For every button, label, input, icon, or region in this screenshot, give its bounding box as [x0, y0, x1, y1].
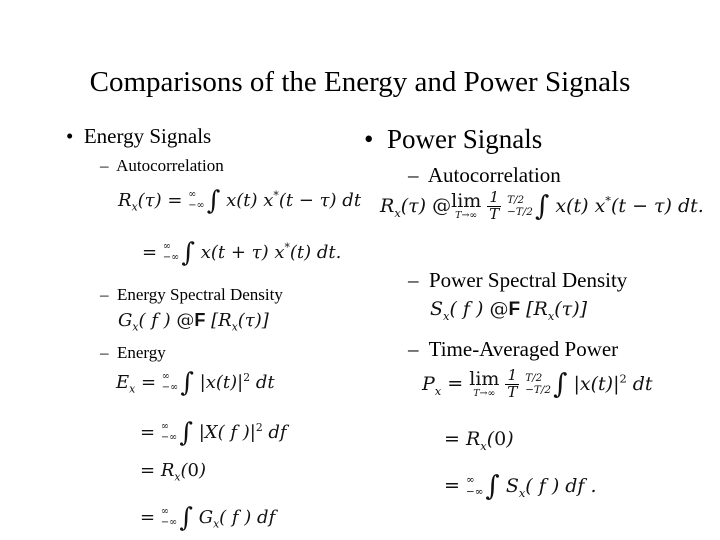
integral-sign: ∫	[179, 418, 193, 448]
defined-as-symbol: @	[432, 194, 452, 217]
energy-signals-bullet	[66, 124, 211, 149]
bullet-marker: •	[66, 124, 74, 148]
upper-limit: ∞	[188, 188, 197, 200]
integral-sign: ∫	[206, 186, 221, 216]
power-spectral-density-subitem	[408, 268, 627, 293]
integral-limits	[466, 475, 483, 498]
equals-sign: =	[444, 428, 460, 450]
energy-spectral-density-equation: $G_x$( f ) @F $[R_x(\tau)]$	[118, 310, 269, 334]
equals-sign: =	[444, 474, 460, 497]
dash-marker: –	[408, 163, 419, 187]
integral-sign: ∫	[485, 470, 500, 502]
numerator: 1	[507, 366, 518, 385]
energy-spectral-density-subitem	[100, 285, 283, 305]
dash-marker: –	[100, 156, 109, 175]
upper-limit: ∞	[160, 505, 170, 517]
integral-limits	[162, 372, 179, 394]
limit-operator	[469, 370, 499, 399]
denominator: T	[489, 205, 500, 224]
integral-limits	[188, 190, 205, 212]
integral-limits	[163, 242, 180, 264]
slide-title: Comparisons of the Energy and Power Signals	[89, 66, 631, 98]
lower-limit: −∞	[160, 431, 178, 443]
integral-limits	[161, 507, 178, 529]
energy-equation-1: $E_x$ = ∞ −∞∫ $|x(t)|^2$ dt	[116, 368, 275, 398]
energy-equation-2: = ∞ −∞∫ |X( f )$|^2$ df	[140, 418, 287, 448]
one-over-T	[505, 368, 519, 401]
power-equation-2: = $R_x(0)$	[444, 428, 514, 453]
fourier-operator: F	[508, 299, 521, 320]
power-spectral-density-equation: $S_x$( f ) @F $[R_x(\tau)]$	[430, 298, 588, 323]
integral-sign: ∫	[180, 368, 194, 398]
limit-subscript: T→∞	[455, 210, 478, 222]
equals-sign: =	[447, 372, 464, 395]
time-averaged-power-label: Time-Averaged Power	[428, 337, 619, 361]
defined-as-symbol: @	[489, 298, 509, 320]
lower-limit: −∞	[160, 516, 178, 528]
upper-limit: ∞	[162, 240, 172, 252]
energy-equation-3: = $R_x(0)$	[140, 460, 206, 484]
equals-sign: =	[140, 460, 156, 481]
dash-marker: –	[100, 285, 109, 304]
equals-sign: =	[167, 189, 183, 211]
energy-equation-4: = ∞ −∞∫ $G_x$( f ) df	[140, 503, 276, 533]
upper-limit: ∞	[465, 474, 475, 487]
energy-subitem	[100, 343, 166, 363]
power-signals-bullet	[364, 124, 542, 155]
power-autocorrelation-label: Autocorrelation	[427, 163, 561, 187]
dash-marker: –	[408, 337, 419, 361]
integral-sign: ∫	[181, 238, 195, 268]
power-autocorrelation-equation: $R_x(\tau)$ @lim T→∞ $\frac{1}{T}$ T/2 −T/2∫ x(t) x*(t − τ) dt.	[380, 188, 704, 224]
lower-limit: −∞	[188, 199, 205, 211]
integral-sign: ∫	[534, 190, 550, 222]
zero-value: 0	[494, 428, 507, 450]
integral-limits: T/2 −T/2	[507, 194, 533, 218]
power-equation-1: $P_x = \lim$ T→∞ $\frac{1}{T}$ T/2 −T/2∫ $|x(t)|^2$ dt	[422, 366, 653, 402]
limit-subscript: T→∞	[473, 388, 496, 400]
integral-limits: T/2 −T/2	[525, 372, 552, 396]
numerator: 1	[489, 188, 500, 207]
equals-sign: =	[142, 241, 158, 263]
limit-operator	[451, 192, 481, 221]
lim-text: lim	[451, 190, 482, 213]
equals-sign: =	[140, 371, 157, 393]
equals-sign: =	[140, 421, 156, 443]
dash-marker: –	[100, 343, 109, 362]
denominator: T	[507, 383, 518, 402]
integral-sign: ∫	[179, 503, 193, 533]
energy-autocorrelation-equation-1: $R_x(\tau)$ = ∞ −∞∫ x(t) x*(t − τ) dt	[118, 186, 362, 216]
upper-limit: ∞	[160, 420, 170, 432]
time-averaged-power-subitem	[408, 337, 618, 362]
power-autocorrelation-subitem	[408, 163, 561, 188]
defined-as-symbol: @	[176, 310, 195, 331]
one-over-T	[487, 190, 501, 223]
energy-label: Energy	[117, 343, 166, 362]
energy-spectral-density-label: Energy Spectral Density	[117, 285, 283, 304]
energy-autocorrelation-label: Autocorrelation	[116, 156, 224, 175]
lower-limit: −∞	[162, 251, 180, 263]
lower-limit: −∞	[465, 485, 484, 498]
power-equation-3: = ∞ −∞∫ $S_x$( f ) df .	[444, 470, 597, 502]
power-spectral-density-label: Power Spectral Density	[429, 268, 628, 292]
integral-sign: ∫	[553, 368, 568, 400]
bullet-marker: •	[364, 124, 374, 154]
power-signals-heading: Power Signals	[386, 124, 543, 154]
zero-value: 0	[187, 460, 199, 481]
lim-text: lim	[469, 368, 500, 391]
upper-limit: ∞	[161, 370, 171, 382]
fourier-operator: F	[194, 310, 206, 330]
lower-limit: −∞	[161, 381, 179, 393]
integral-limits	[161, 422, 178, 444]
energy-autocorrelation-subitem	[100, 156, 224, 176]
dash-marker: –	[408, 268, 419, 292]
equals-sign: =	[140, 506, 156, 528]
energy-autocorrelation-equation-2: = ∞ −∞∫ x(t + τ) x*(t) dt.	[142, 238, 342, 268]
energy-signals-heading: Energy Signals	[83, 124, 212, 148]
